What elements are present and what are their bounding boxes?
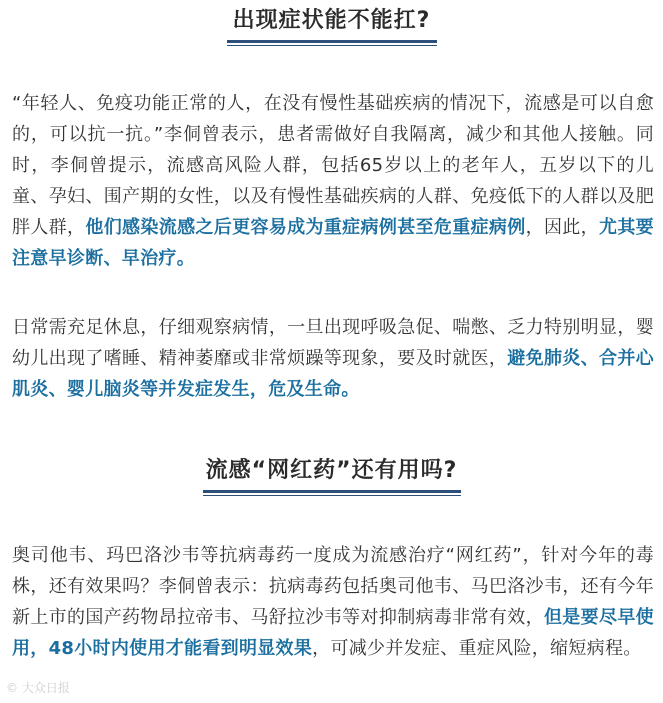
section2-heading-underline	[203, 490, 461, 496]
section2-heading: 流感“网红药”还有用吗?	[205, 458, 458, 483]
paragraph-text: 日常需充足休息，仔细观察病情，一旦出现呼吸急促、喘憋、乏力特别明显，婴幼儿出现了嗜睡、精神萎靡或非常烦躁等现象，要及时就医，	[12, 317, 654, 369]
paragraph-text: ，因此，	[525, 217, 599, 238]
section1-paragraph-2	[12, 312, 654, 405]
section2-heading-block	[0, 456, 663, 496]
section2-paragraph-1	[12, 540, 654, 664]
paragraph-text: 奥司他韦、玛巴洛沙韦等抗病毒药一度成为流感治疗“网红药”，针对今年的毒株，还有效果吗？李侗曾表示：抗病毒药包括奥司他韦、马巴洛沙韦，还有今年新上市的国产药物昂拉帝韦、马舒拉沙韦等对抑制病毒非常有效，	[12, 545, 654, 628]
section1-paragraph-1	[12, 88, 654, 274]
highlight-text: 尤其要注意早诊断、早治疗。	[12, 217, 654, 269]
highlight-text: 避免肺炎、合并心肌炎、婴儿脑炎等并发症发生，危及生命。	[12, 348, 654, 400]
highlight-text: 但是要尽早使用，48小时内使用才能看到明显效果	[12, 607, 654, 659]
section1-heading-underline	[227, 40, 437, 46]
paragraph-text: “年轻人、免疫功能正常的人，在没有慢性基础疾病的情况下，流感是可以自愈的，可以抗一抗。”李侗曾表示，患者需做好自我隔离，减少和其他人接触。同时，李侗曾提示，流感高风险人群，包括65岁以上的老年人，五岁以下的儿童、孕妇、围产期的女性，以及有慢性基础疾病的人群、免疫低下的人群以及肥胖人群，	[12, 93, 654, 238]
section1-heading-block	[0, 6, 663, 46]
highlight-text: 他们感染流感之后更容易成为重症病例甚至危重症病例	[85, 217, 526, 238]
section1-heading: 出现症状能不能扛?	[232, 8, 431, 33]
watermark: © 大众日报	[6, 681, 70, 695]
paragraph-text: ，可减少并发症、重症风险，缩短病程。	[312, 638, 642, 659]
